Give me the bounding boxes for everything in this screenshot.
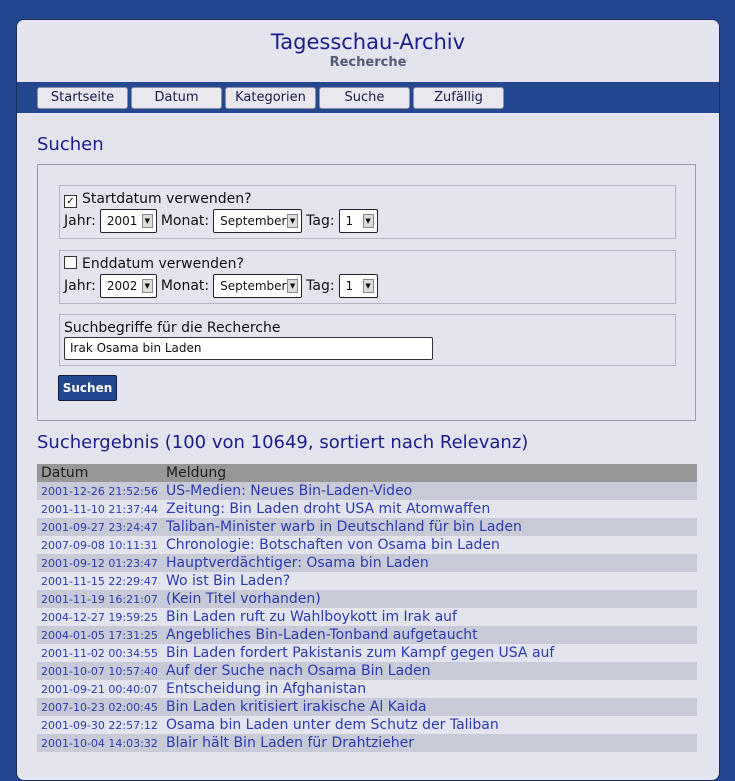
result-title-link[interactable]: Blair hält Bin Laden für Drahtzieher: [162, 734, 697, 752]
result-date: 2001-11-02 00:34:55: [37, 644, 162, 662]
search-heading: Suchen: [37, 134, 104, 155]
start-date-group: [59, 185, 676, 239]
table-row: [37, 500, 697, 518]
result-title-link[interactable]: Hauptverdächtiger: Osama bin Laden: [162, 554, 697, 572]
start-date-toggle[interactable]: [64, 190, 252, 208]
site-header: [17, 20, 719, 82]
result-title-link[interactable]: Wo ist Bin Laden?: [162, 572, 697, 590]
result-title-link[interactable]: Taliban-Minister warb in Deutschland für bin Laden: [162, 518, 697, 536]
result-title-link[interactable]: Bin Laden fordert Pakistanis zum Kampf gegen USA auf: [162, 644, 697, 662]
table-row: [37, 590, 697, 608]
result-date: 2001-10-07 10:57:40: [37, 662, 162, 680]
start-year-value: 2001: [106, 214, 138, 228]
table-row: [37, 734, 697, 752]
result-date: 2001-11-10 21:37:44: [37, 500, 162, 518]
end-day-select[interactable]: [339, 274, 378, 298]
results-header-row: [37, 464, 697, 482]
result-title-link[interactable]: Zeitung: Bin Laden droht USA mit Atomwaffen: [162, 500, 697, 518]
start-month-select[interactable]: [213, 209, 302, 233]
search-terms-group: [59, 314, 676, 366]
table-row: [37, 626, 697, 644]
result-date: 2001-09-21 00:40:07: [37, 680, 162, 698]
nav-suche-button[interactable]: Suche: [319, 87, 410, 109]
result-title-link[interactable]: (Kein Titel vorhanden): [162, 590, 697, 608]
table-row: [37, 572, 697, 590]
results-table: [37, 464, 697, 752]
result-date: 2001-10-04 14:03:32: [37, 734, 162, 752]
result-title-link[interactable]: Auf der Suche nach Osama Bin Laden: [162, 662, 697, 680]
start-year-label: Jahr:: [64, 213, 96, 229]
result-date: 2001-12-26 21:52:56: [37, 482, 162, 500]
result-date: 2007-10-23 02:00:45: [37, 698, 162, 716]
result-date: 2001-11-19 16:21:07: [37, 590, 162, 608]
result-title-link[interactable]: Entscheidung in Afghanistan: [162, 680, 697, 698]
end-year-label: Jahr:: [64, 278, 96, 294]
end-day-value: 1: [345, 279, 354, 293]
table-row: [37, 698, 697, 716]
end-date-toggle[interactable]: [64, 255, 244, 273]
result-title-link[interactable]: US-Medien: Neues Bin-Laden-Video: [162, 482, 697, 500]
column-header-meldung: Meldung: [162, 464, 697, 482]
start-year-select[interactable]: [100, 209, 157, 233]
result-title-link[interactable]: Bin Laden kritisiert irakische Al Kaida: [162, 698, 697, 716]
main-nav: [17, 82, 719, 113]
nav-datum-button[interactable]: Datum: [131, 87, 222, 109]
start-day-value: 1: [345, 214, 354, 228]
start-month-label: Monat:: [160, 213, 210, 229]
nav-startseite-button[interactable]: Startseite: [37, 87, 128, 109]
end-month-select[interactable]: [213, 274, 302, 298]
table-row: [37, 482, 697, 500]
end-date-label: Enddatum verwenden?: [82, 256, 244, 272]
start-day-label: Tag:: [306, 213, 335, 229]
result-date: 2001-09-12 01:23:47: [37, 554, 162, 572]
end-date-group: [59, 250, 676, 304]
result-date: 2004-12-27 19:59:25: [37, 608, 162, 626]
chevron-down-icon: ▼: [287, 279, 298, 293]
result-title-link[interactable]: Chronologie: Botschaften von Osama bin Laden: [162, 536, 697, 554]
chevron-down-icon: ▼: [363, 214, 374, 228]
end-year-select[interactable]: [100, 274, 157, 298]
results-body: [37, 482, 697, 752]
start-date-label: Startdatum verwenden?: [82, 191, 252, 207]
start-date-checkbox[interactable]: ✓: [64, 195, 77, 208]
result-title-link[interactable]: Angebliches Bin-Laden-Tonband aufgetaucht: [162, 626, 697, 644]
end-day-label: Tag:: [306, 278, 335, 294]
page-container: [16, 19, 720, 781]
site-subtitle: Recherche: [329, 55, 407, 70]
result-date: 2001-09-30 22:57:12: [37, 716, 162, 734]
start-day-select[interactable]: [339, 209, 378, 233]
table-row: [37, 680, 697, 698]
table-row: [37, 608, 697, 626]
search-terms-label: Suchbegriffe für die Recherche: [64, 320, 281, 336]
nav-kategorien-button[interactable]: Kategorien: [225, 87, 316, 109]
chevron-down-icon: ▼: [142, 279, 153, 293]
search-form: [37, 164, 696, 421]
end-month-label: Monat:: [160, 278, 210, 294]
table-row: [37, 644, 697, 662]
chevron-down-icon: ▼: [363, 279, 374, 293]
chevron-down-icon: ▼: [287, 214, 298, 228]
table-row: [37, 554, 697, 572]
result-date: 2001-11-15 22:29:47: [37, 572, 162, 590]
column-header-datum: Datum: [37, 464, 162, 482]
results-heading: Suchergebnis (100 von 10649, sortiert nach Relevanz): [37, 432, 529, 453]
table-row: [37, 662, 697, 680]
table-row: [37, 536, 697, 554]
nav-zufaellig-button[interactable]: Zufällig: [413, 87, 504, 109]
result-date: 2007-09-08 10:11:31: [37, 536, 162, 554]
chevron-down-icon: ▼: [142, 214, 153, 228]
result-title-link[interactable]: Osama bin Laden unter dem Schutz der Taliban: [162, 716, 697, 734]
table-row: [37, 716, 697, 734]
end-year-value: 2002: [106, 279, 138, 293]
result-title-link[interactable]: Bin Laden ruft zu Wahlboykott im Irak auf: [162, 608, 697, 626]
start-month-value: September: [220, 214, 287, 228]
end-month-value: September: [220, 279, 287, 293]
site-title: Tagesschau-Archiv: [270, 30, 466, 54]
search-input[interactable]: Irak Osama bin Laden: [64, 337, 433, 360]
result-date: 2001-09-27 23:24:47: [37, 518, 162, 536]
end-date-checkbox[interactable]: [64, 256, 77, 269]
table-row: [37, 518, 697, 536]
search-button[interactable]: Suchen: [58, 375, 117, 401]
result-date: 2004-01-05 17:31:25: [37, 626, 162, 644]
